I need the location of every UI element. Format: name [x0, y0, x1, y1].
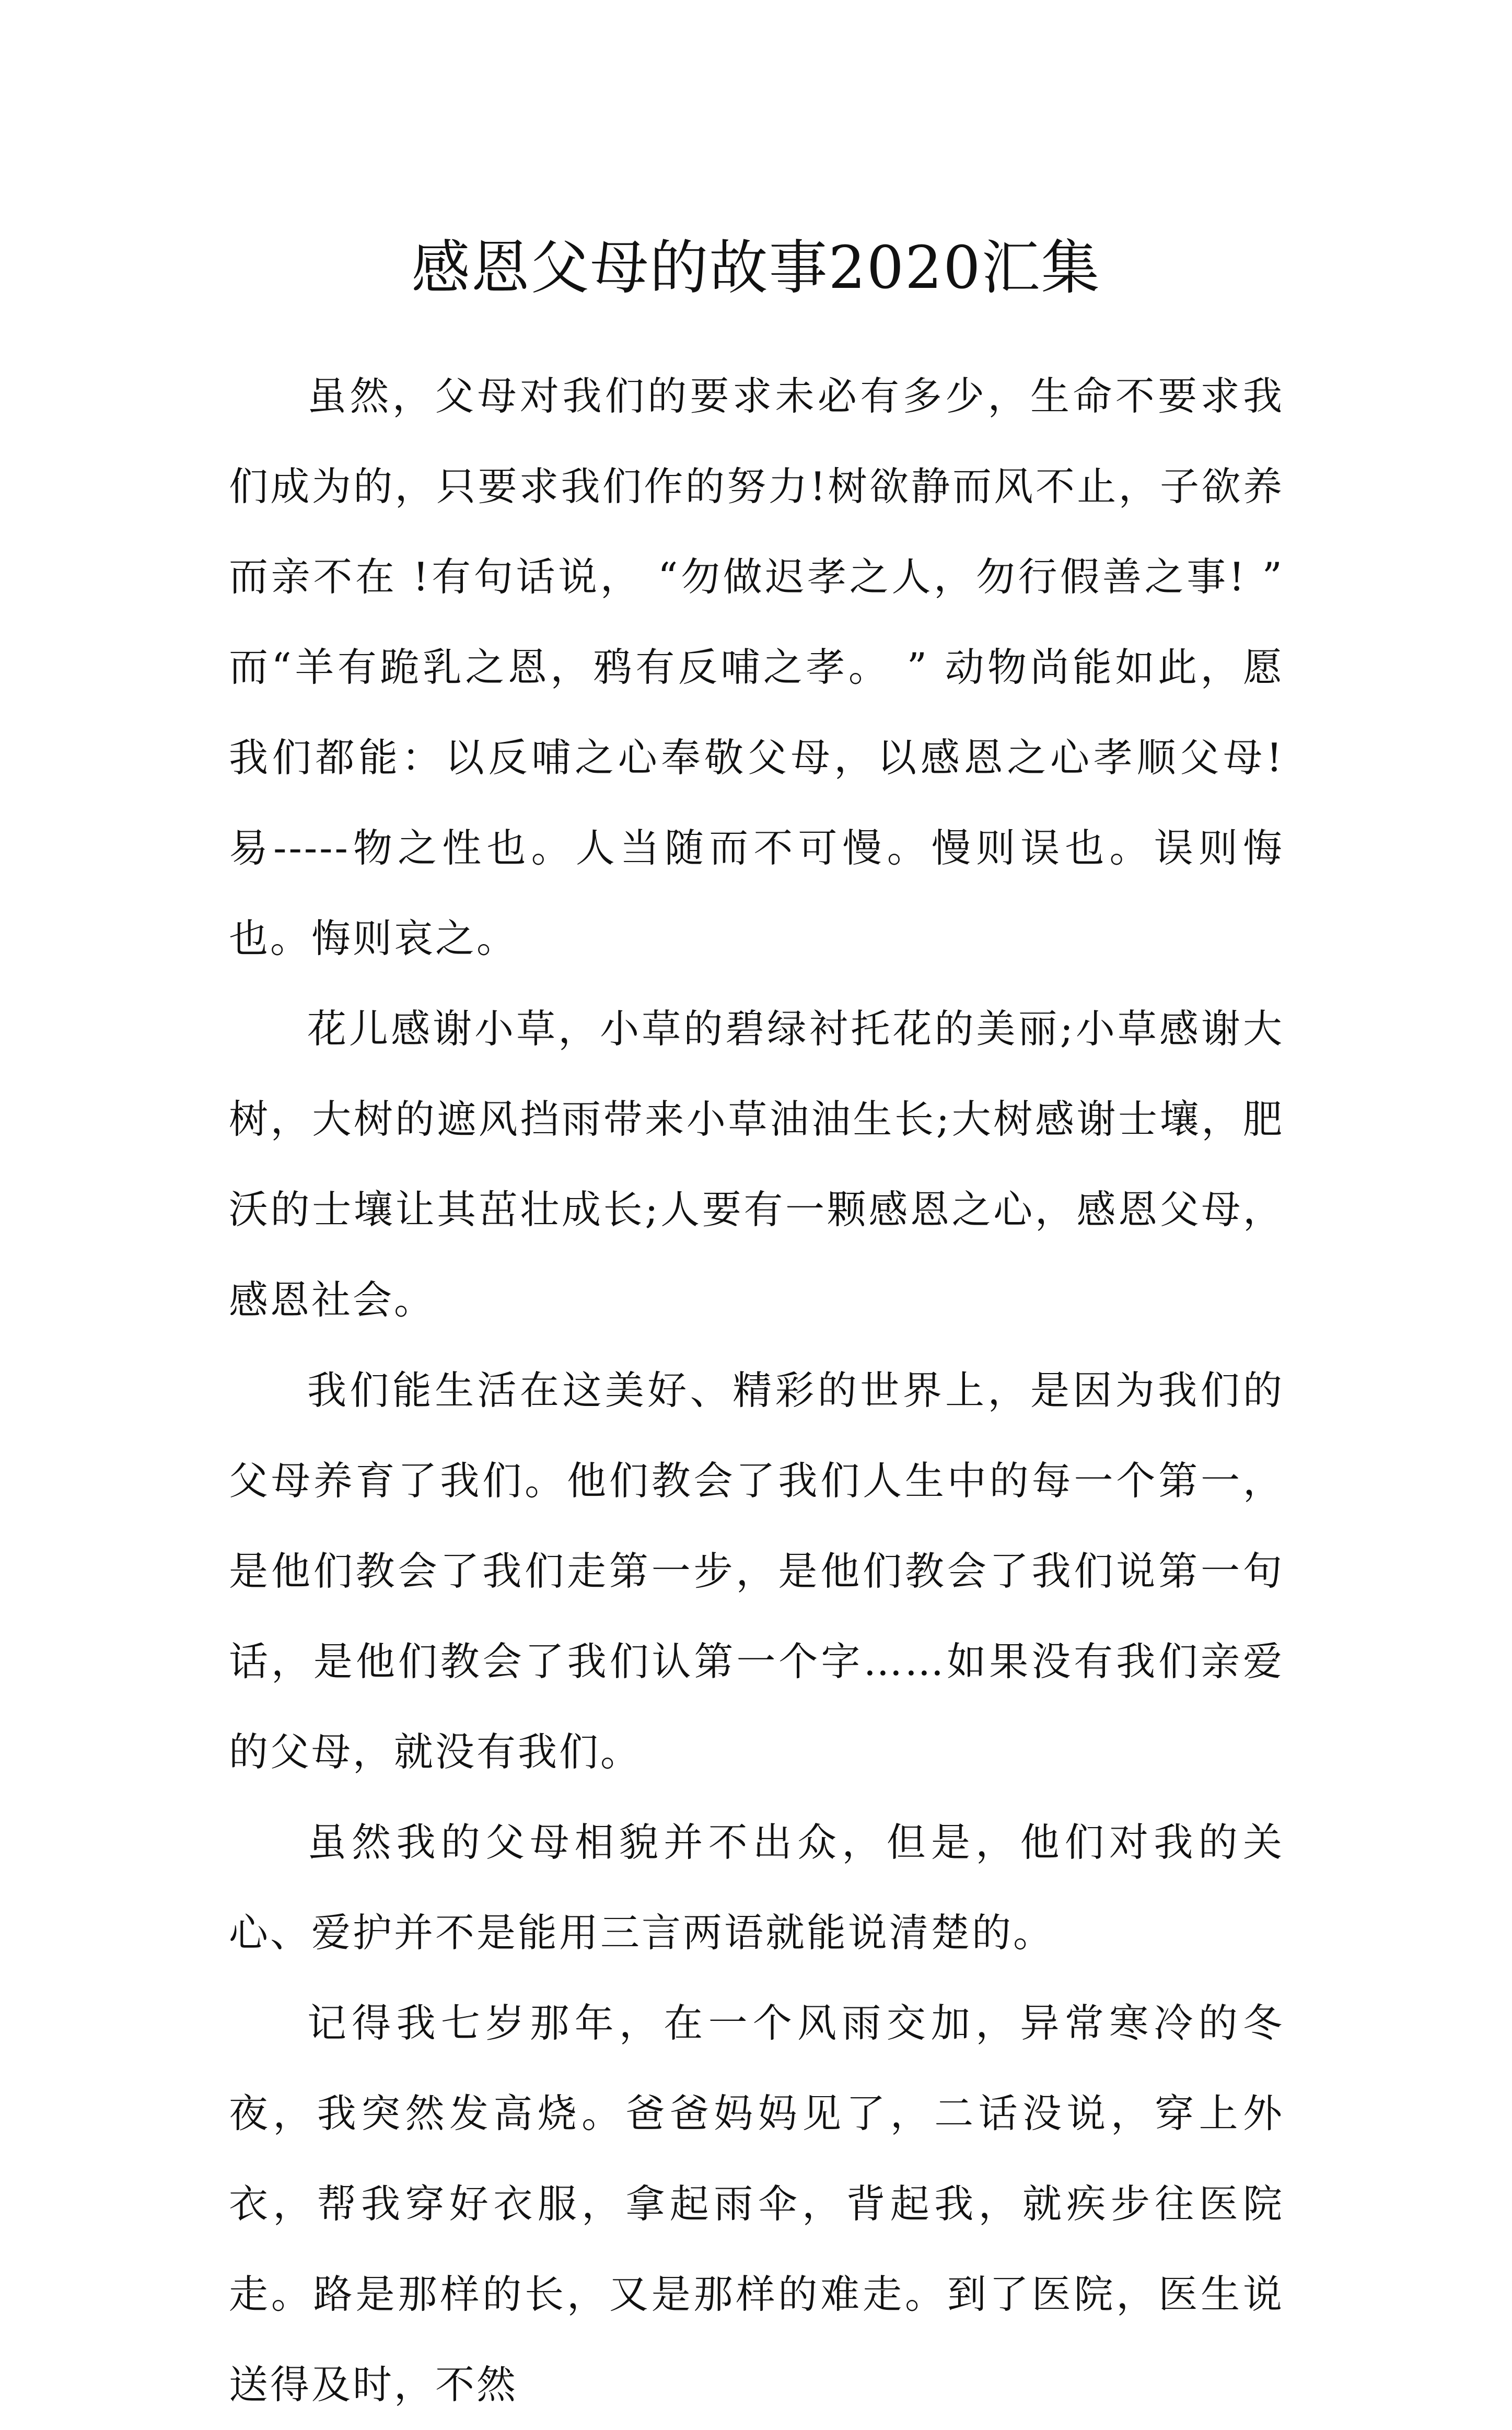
document-body [229, 351, 1284, 2430]
paragraph: 花儿感谢小草，小草的碧绿衬托花的美丽;小草感谢大树，大树的遮风挡雨带来小草油油生长;大树感谢士壤，肥沃的士壤让其茁壮成长;人要有一颗感恩之心，感恩父母，感恩社会。 [229, 1006, 1284, 1323]
paragraph: 记得我七岁那年，在一个风雨交加，异常寒冷的冬夜，我突然发高烧。爸爸妈妈见了，二话没说，穿上外衣，帮我穿好衣服，拿起雨伞，背起我，就疾步往医院走。路是那样的长，又是那样的难走。到了医院，医生说送得及时，不然 [229, 2000, 1284, 2408]
document-title: 感恩父母的故事2020汇集 [411, 234, 1101, 303]
paragraph: 虽然我的父母相貌并不出众，但是，他们对我的关心、爱护并不是能用三言两语就能说清楚的。 [229, 1819, 1284, 1956]
paragraph: 我们能生活在这美好、精彩的世界上，是因为我们的父母养育了我们。他们教会了我们人生中的每一个第一，是他们教会了我们走第一步，是他们教会了我们说第一句话，是他们教会了我们认第一个字……如果没有我们亲爱的父母，就没有我们。 [229, 1367, 1284, 1775]
paragraph: 虽然，父母对我们的要求未必有多少，生命不要求我们成为的，只要求我们作的努力!树欲静而风不止，子欲养而亲不在 !有句话说， “勿做迟孝之人，勿行假善之事! ” 而“羊有跪乳之恩，鸦有反哺之孝。 ” 动物尚能如此，愿我们都能：以反哺之心奉敬父母，以感恩之心孝顺父母!易-----物之性也。人当随而不可慢。慢则误也。误则悔也。悔则哀之。 [229, 373, 1284, 961]
